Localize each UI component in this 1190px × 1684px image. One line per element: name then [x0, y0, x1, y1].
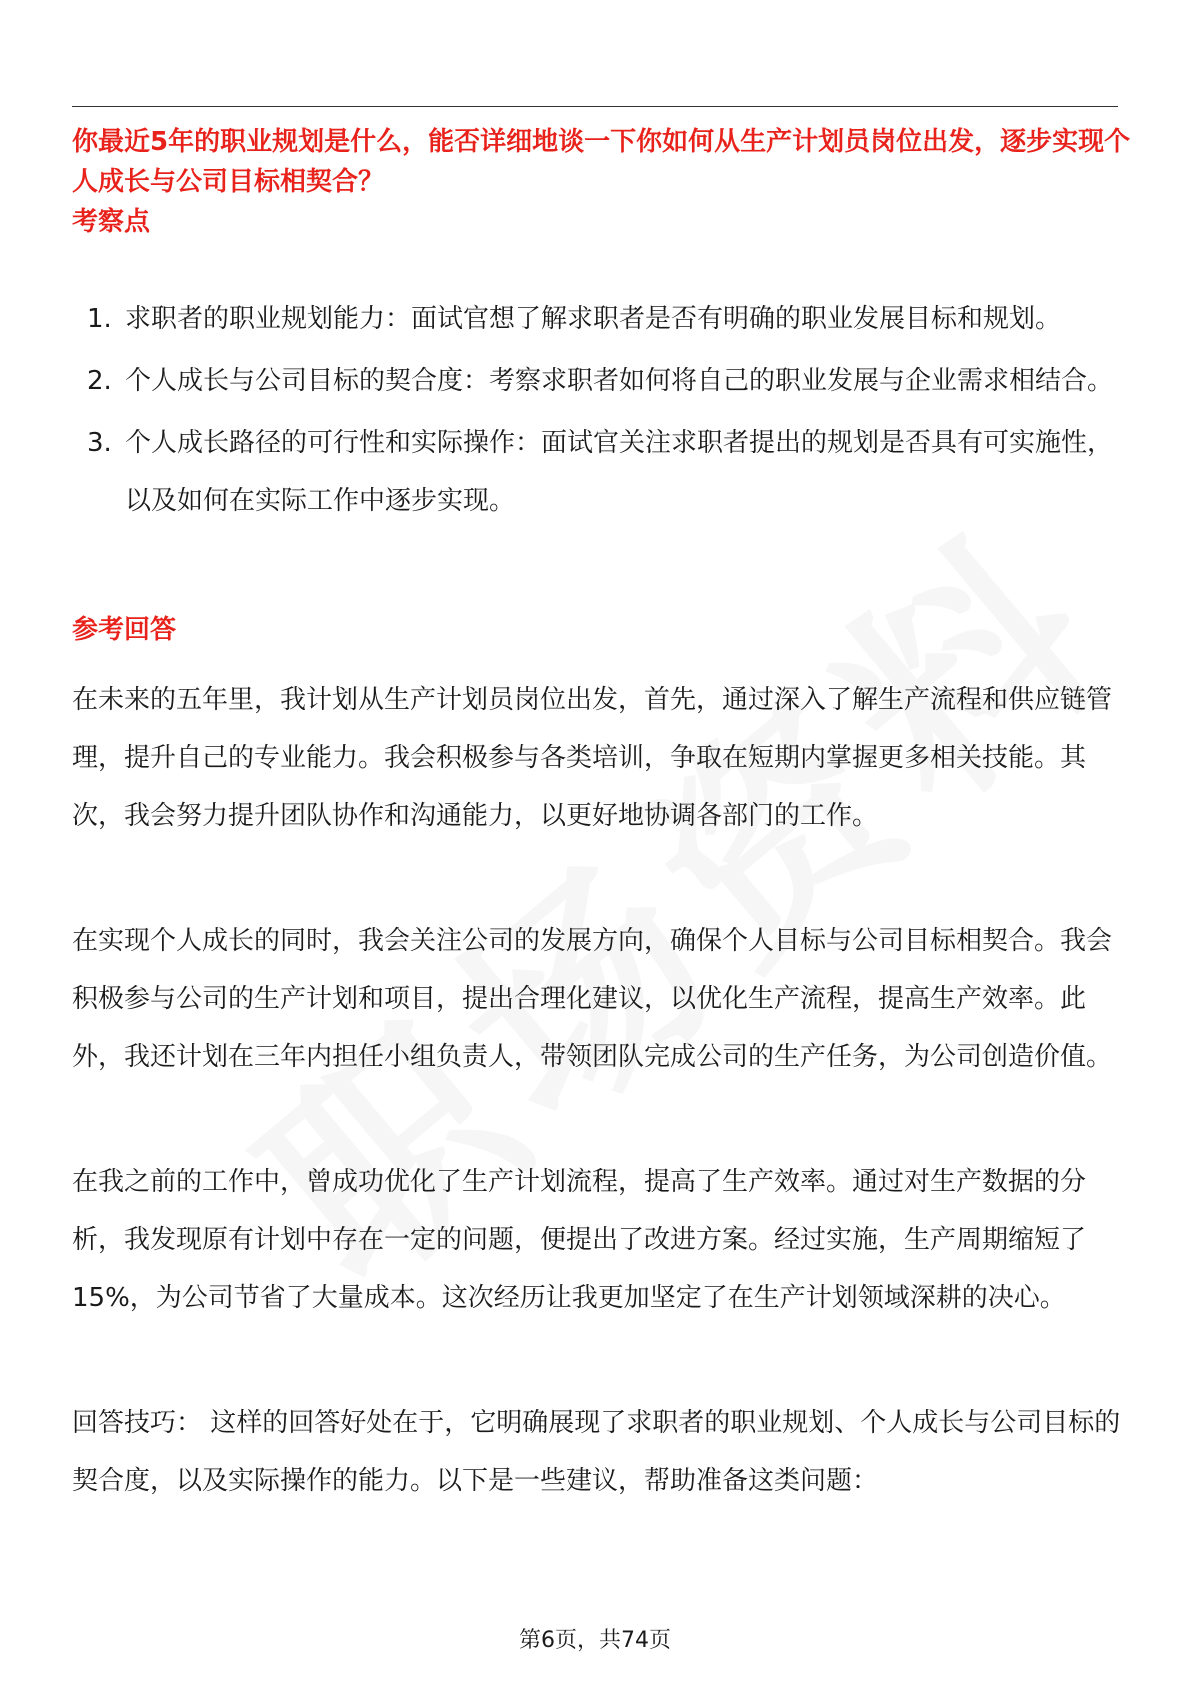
list-item: [72, 414, 1122, 530]
list-item-text: 个人成长路径的可行性和实际操作：面试官关注求职者提出的规划是否具有可实施性，以及如何在实际工作中逐步实现。: [125, 428, 1114, 516]
list-item-number: 3.: [87, 428, 112, 458]
answer-paragraph: 在实现个人成长的同时，我会关注公司的发展方向，确保个人目标与公司目标相契合。我会积极参与公司的生产计划和项目，提出合理化建议，以优化生产流程，提高生产效率。此外，我还计划在三年内担任小组负责人，带领团队完成公司的生产任务，为公司创造价值。: [72, 926, 1113, 1072]
list-item-number: 1.: [87, 304, 112, 334]
list-item: [72, 352, 1122, 410]
section-heading-points: 考察点: [72, 207, 151, 237]
page-number: 第6页，共74页: [519, 1628, 671, 1653]
answer-tips-paragraph: 回答技巧： 这样的回答好处在于，它明确展现了求职者的职业规划、个人成长与公司目标的契合度，以及实际操作的能力。以下是一些建议，帮助准备这类问题：: [72, 1408, 1121, 1496]
top-divider: [72, 106, 1118, 107]
question-title: 你最近5年的职业规划是什么，能否详细地谈一下你如何从生产计划员岗位出发，逐步实现个人成长与公司目标相契合？: [72, 127, 1131, 197]
answer-paragraph: 在未来的五年里，我计划从生产计划员岗位出发，首先，通过深入了解生产流程和供应链管理，提升自己的专业能力。我会积极参与各类培训，争取在短期内掌握更多相关技能。其次，我会努力提升团队协作和沟通能力，以更好地协调各部门的工作。: [72, 685, 1113, 831]
list-item-number: 2.: [87, 366, 112, 396]
list-item: [72, 290, 1122, 348]
answer-paragraph: 在我之前的工作中，曾成功优化了生产计划流程，提高了生产效率。通过对生产数据的分析，我发现原有计划中存在一定的问题，便提出了改进方案。经过实施，生产周期缩短了15%，为公司节省了大量成本。这次经历让我更加坚定了在生产计划领域深耕的决心。: [72, 1167, 1087, 1313]
section-heading-answer: 参考回答: [72, 615, 177, 645]
points-list: [72, 290, 1122, 534]
list-item-text: 个人成长与公司目标的契合度：考察求职者如何将自己的职业发展与企业需求相结合。: [125, 366, 1114, 396]
list-item-text: 求职者的职业规划能力：面试官想了解求职者是否有明确的职业发展目标和规划。: [125, 304, 1062, 334]
